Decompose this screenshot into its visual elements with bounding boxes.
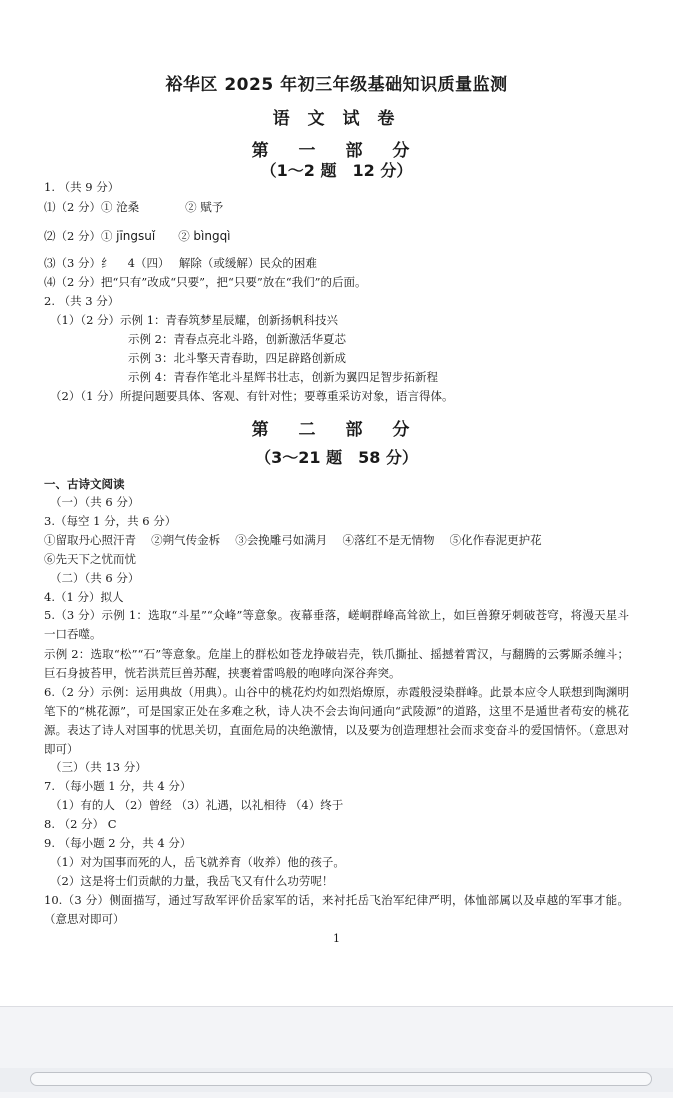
answer-line: 1. （共 9 分） [44, 180, 120, 194]
exam-title: 裕华区 2025 年初三年级基础知识质量监测 [165, 75, 508, 95]
answer-line: ⑶（3 分）纟 4（四） 解除（或缓解）民众的困难 [44, 256, 317, 270]
horizontal-scrollbar[interactable] [0, 1068, 673, 1092]
answer-paragraph: 5.（3 分）示例 1：选取“斗星”“众峰”等意象。夜幕垂落，嵯峒群峰高耸欲上，如巨兽獠牙刺破苍穹，将漫天星斗一口吞噬。 [44, 608, 629, 641]
answer-line: （1）（2 分）示例 1：青春筑梦星辰耀，创新扬帆科技兴 [50, 313, 339, 327]
section-heading: 一、古诗文阅读 [44, 477, 125, 491]
answer-paragraph: 6.（2 分）示例：运用典故（用典）。山谷中的桃花灼灼如烈焰燎原，赤霞般浸染群峰。此景本应令人联想到陶渊明笔下的“桃花源”，可是国家正处在多难之秋，诗人决不会去询问通向“武陵源”的道路，这里不是遁世者苟安的桃花源。表达了诗人对国事的忧思关切，直面危局的决绝激情，以及要为创造理想社会而求变奋斗的爱国情怀。（意思对即可） [44, 685, 629, 756]
answer-line: （2）（1 分）所提问题要具体、客观、有针对性；要尊重采访对象，语言得体。 [50, 389, 454, 403]
answer-line: ⑴（2 分）① 沧桑 ② 赋予 [44, 200, 224, 214]
answer-line: ①留取丹心照汗青 ②朔气传金柝 ③会挽雕弓如满月 ④落红不是无情物 ⑤化作春泥更护花 [44, 533, 542, 547]
answer-line: 示例 3：北斗擎天青春助，四足辟路创新成 [128, 351, 346, 365]
answer-line: 2. （共 3 分） [44, 294, 120, 308]
answer-line: （一）（共 6 分） [50, 495, 140, 509]
answer-line: ⑥先天下之忧而忧 [44, 552, 136, 566]
answer-line: （2）这是将士们贡献的力量，我岳飞又有什么功劳呢！ [50, 874, 334, 888]
answer-line: 示例 2：青春点亮北斗路，创新激活华夏芯 [128, 332, 346, 346]
answer-line: 3.（每空 1 分，共 6 分） [44, 514, 177, 528]
scrollbar-thumb[interactable] [30, 1072, 652, 1086]
answer-line: （1）对为国事而死的人，岳飞就养育（收养）他的孩子。 [50, 855, 345, 869]
exam-subtitle: 语 文 试 卷 [272, 109, 401, 129]
answer-text: ⑵（2 分）① [44, 229, 117, 243]
answer-line: （二）（共 6 分） [50, 571, 140, 585]
pinyin-answer: bìngqì [193, 229, 231, 243]
answer-line: 9. （每小题 2 分，共 4 分） [44, 836, 192, 850]
answer-line-pinyin [44, 227, 231, 246]
answer-line: （三）（共 13 分） [50, 760, 147, 774]
part-two-range: （3～21 题 58 分） [255, 448, 418, 467]
part-one-heading: 第 一 部 分 [251, 141, 422, 161]
answer-line: ⑷（2 分）把“只有”改成“只要”，把“只要”放在“我们”的后面。 [44, 275, 367, 289]
part-two-heading: 第 二 部 分 [251, 420, 422, 440]
answer-line: 示例 4：青春作笔北斗星辉书壮志，创新为翼四足智步拓新程 [128, 370, 438, 384]
page-number: 1 [333, 932, 340, 945]
answer-line: （1）有的人 （2）曾经 （3）礼遇，以礼相待 （4）终于 [50, 798, 344, 812]
answer-text: ② [155, 229, 194, 243]
answer-line: 7. （每小题 1 分，共 4 分） [44, 779, 192, 793]
answer-line: 4.（1 分）拟人 [44, 590, 124, 604]
pinyin-answer: jīngsuǐ [116, 229, 156, 243]
part-one-range: （1～2 题 12 分） [260, 161, 413, 180]
answer-paragraph: 示例 2：选取“松”“石”等意象。危崖上的群松如苍龙挣破岩壳，铁爪撕扯、摇撼着霄汉，与翻腾的云雾厮杀缠斗；巨石身披苔甲，恍若洪荒巨兽苏醒，挟裹着雷鸣般的咆哮向深谷奔突。 [44, 647, 629, 680]
answer-line: 8. （2 分） C [44, 817, 117, 831]
answer-paragraph: 10.（3 分）侧面描写，通过写敌军评价岳家军的话，来衬托岳飞治军纪律严明，体恤部属以及卓越的军事才能。（意思对即可） [44, 893, 629, 926]
